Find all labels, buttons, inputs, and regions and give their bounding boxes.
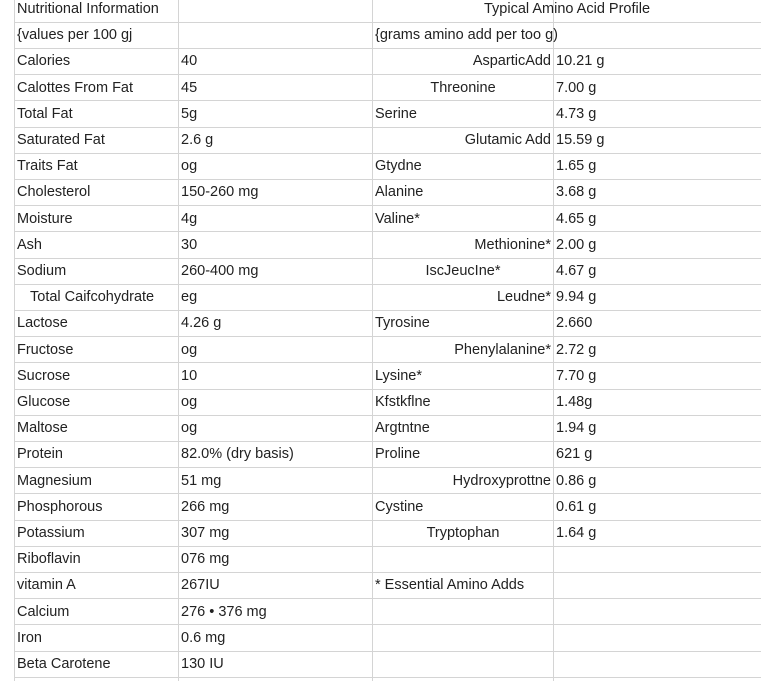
right-subtitle: {grams amino add per too g) bbox=[375, 27, 558, 44]
amino-acid-name: Serine bbox=[375, 105, 417, 122]
nutrient-name: Potassium bbox=[17, 525, 85, 541]
nutrient-name: Sodium bbox=[17, 263, 67, 279]
nutrient-value: 260-400 mg bbox=[181, 263, 259, 279]
nutrient-value: 82.0% (dry basis) bbox=[181, 446, 294, 463]
amino-acid-value: 10.21 g bbox=[556, 53, 605, 70]
nutrient-value: 307 mg bbox=[181, 525, 230, 541]
nutrient-value: 2.6 g bbox=[181, 132, 214, 148]
nutrient-value: 4.26 g bbox=[181, 315, 222, 332]
nutrient-value: 150-260 mg bbox=[181, 184, 259, 201]
amino-acid-value: 4.67 g bbox=[556, 263, 597, 279]
amino-acid-value: 4.65 g bbox=[556, 210, 597, 227]
amino-acid-value: 3.68 g bbox=[556, 184, 597, 201]
nutrient-value: og bbox=[181, 341, 198, 358]
nutrient-name: Beta Carotene bbox=[17, 656, 111, 672]
nutrient-value: 0.6 mg bbox=[181, 629, 226, 646]
nutrient-name: Moisture bbox=[17, 210, 73, 227]
nutrient-name: Cholesterol bbox=[17, 184, 91, 201]
amino-acid-name: Cystine bbox=[375, 498, 424, 515]
right-title: Typical Amino Acid Profile bbox=[483, 1, 651, 17]
amino-acid-value: 1.94 g bbox=[556, 420, 597, 437]
nutrient-name: Phosphorous bbox=[17, 498, 103, 515]
amino-acid-value: 0.86 g bbox=[556, 472, 597, 489]
nutrient-value: 40 bbox=[181, 53, 198, 70]
amino-acid-name: Glutamic Add bbox=[464, 132, 551, 148]
amino-acid-value: 621 g bbox=[556, 446, 593, 463]
nutrient-value: eg bbox=[181, 289, 198, 306]
nutrient-value: 51 mg bbox=[181, 472, 222, 489]
amino-acid-name: Hydroxyprottne bbox=[452, 472, 551, 489]
nutrient-value: 10 bbox=[181, 367, 198, 384]
nutrient-name: Iron bbox=[17, 629, 42, 646]
nutrient-value: og bbox=[181, 158, 198, 175]
amino-acid-name: Tyrosine bbox=[375, 315, 430, 332]
nutrient-value: 267IU bbox=[181, 577, 220, 594]
nutrient-name: Magnesium bbox=[17, 472, 92, 489]
nutrient-name: Calcium bbox=[17, 603, 70, 620]
amino-acid-value: 4.73 g bbox=[556, 105, 597, 122]
nutrient-name: Traits Fat bbox=[17, 158, 78, 175]
amino-acid-value: 15.59 g bbox=[556, 132, 605, 148]
nutrient-name: Protein bbox=[17, 446, 63, 463]
nutrient-value: og bbox=[181, 394, 198, 410]
nutrient-name: Calottes From Fat bbox=[17, 79, 134, 96]
amino-acid-value: 2.72 g bbox=[556, 341, 597, 358]
amino-acid-name: Methionine* bbox=[474, 236, 551, 253]
nutrient-name: vitamin A bbox=[17, 577, 76, 594]
left-title: Nutritional Information bbox=[17, 1, 159, 17]
amino-acid-value: 0.61 g bbox=[556, 498, 597, 515]
nutrient-name: Riboflavin bbox=[17, 551, 81, 568]
amino-acid-name: Threonine bbox=[430, 79, 496, 96]
amino-acid-name: IscJeucIne* bbox=[425, 263, 501, 279]
nutrient-value: 076 mg bbox=[181, 551, 230, 568]
nutrient-name: Fructose bbox=[17, 341, 74, 358]
nutrient-name: Sucrose bbox=[17, 367, 71, 384]
amino-acid-name: Kfstkflne bbox=[375, 394, 431, 410]
amino-acid-name: Gtydne bbox=[375, 158, 422, 175]
amino-acid-value: 1.65 g bbox=[556, 158, 597, 175]
amino-acid-name: Leudne* bbox=[496, 289, 551, 306]
nutrient-value: 5g bbox=[181, 105, 198, 122]
amino-acid-value: 2.660 bbox=[556, 315, 593, 332]
amino-acid-value: 2.00 g bbox=[556, 236, 597, 253]
nutrient-name: Calories bbox=[17, 53, 71, 70]
amino-acid-name: Tryptophan bbox=[426, 525, 500, 541]
nutrient-value: 30 bbox=[181, 236, 198, 253]
nutrient-value: 276 • 376 mg bbox=[181, 603, 267, 620]
nutrient-value: og bbox=[181, 420, 198, 437]
amino-acid-name: Proline bbox=[375, 446, 421, 463]
amino-acid-name: Lysine* bbox=[375, 367, 423, 384]
amino-acid-name: Alanine bbox=[375, 184, 424, 201]
amino-acid-value: 7.00 g bbox=[556, 79, 597, 96]
nutrient-name: Total Caifcohydrate bbox=[30, 289, 155, 306]
amino-acid-name: Phenylalanine* bbox=[454, 341, 551, 358]
nutrient-value: 130 IU bbox=[181, 656, 224, 672]
nutrient-value: 4g bbox=[181, 210, 198, 227]
amino-acid-name: Argtntne bbox=[375, 420, 430, 437]
amino-acid-value: 9.94 g bbox=[556, 289, 597, 306]
nutrient-name: Lactose bbox=[17, 315, 68, 332]
amino-acid-value: 1.64 g bbox=[556, 525, 597, 541]
nutrient-name: Ash bbox=[17, 236, 42, 253]
nutrient-value: 266 mg bbox=[181, 498, 230, 515]
nutrient-name: Total Fat bbox=[17, 105, 73, 122]
nutrient-name: Maltose bbox=[17, 420, 68, 437]
amino-footnote: * Essential Amino Adds bbox=[375, 577, 525, 594]
amino-acid-value: 7.70 g bbox=[556, 367, 597, 384]
nutrient-value: 45 bbox=[181, 79, 198, 96]
amino-acid-name: Valine* bbox=[375, 210, 420, 227]
amino-acid-value: 1.48g bbox=[556, 394, 593, 410]
amino-acid-name: AsparticAdd bbox=[472, 53, 551, 70]
nutrient-name: Saturated Fat bbox=[17, 132, 105, 148]
left-subtitle: {values per 100 gj bbox=[17, 27, 133, 44]
nutrient-name: Glucose bbox=[17, 394, 71, 410]
